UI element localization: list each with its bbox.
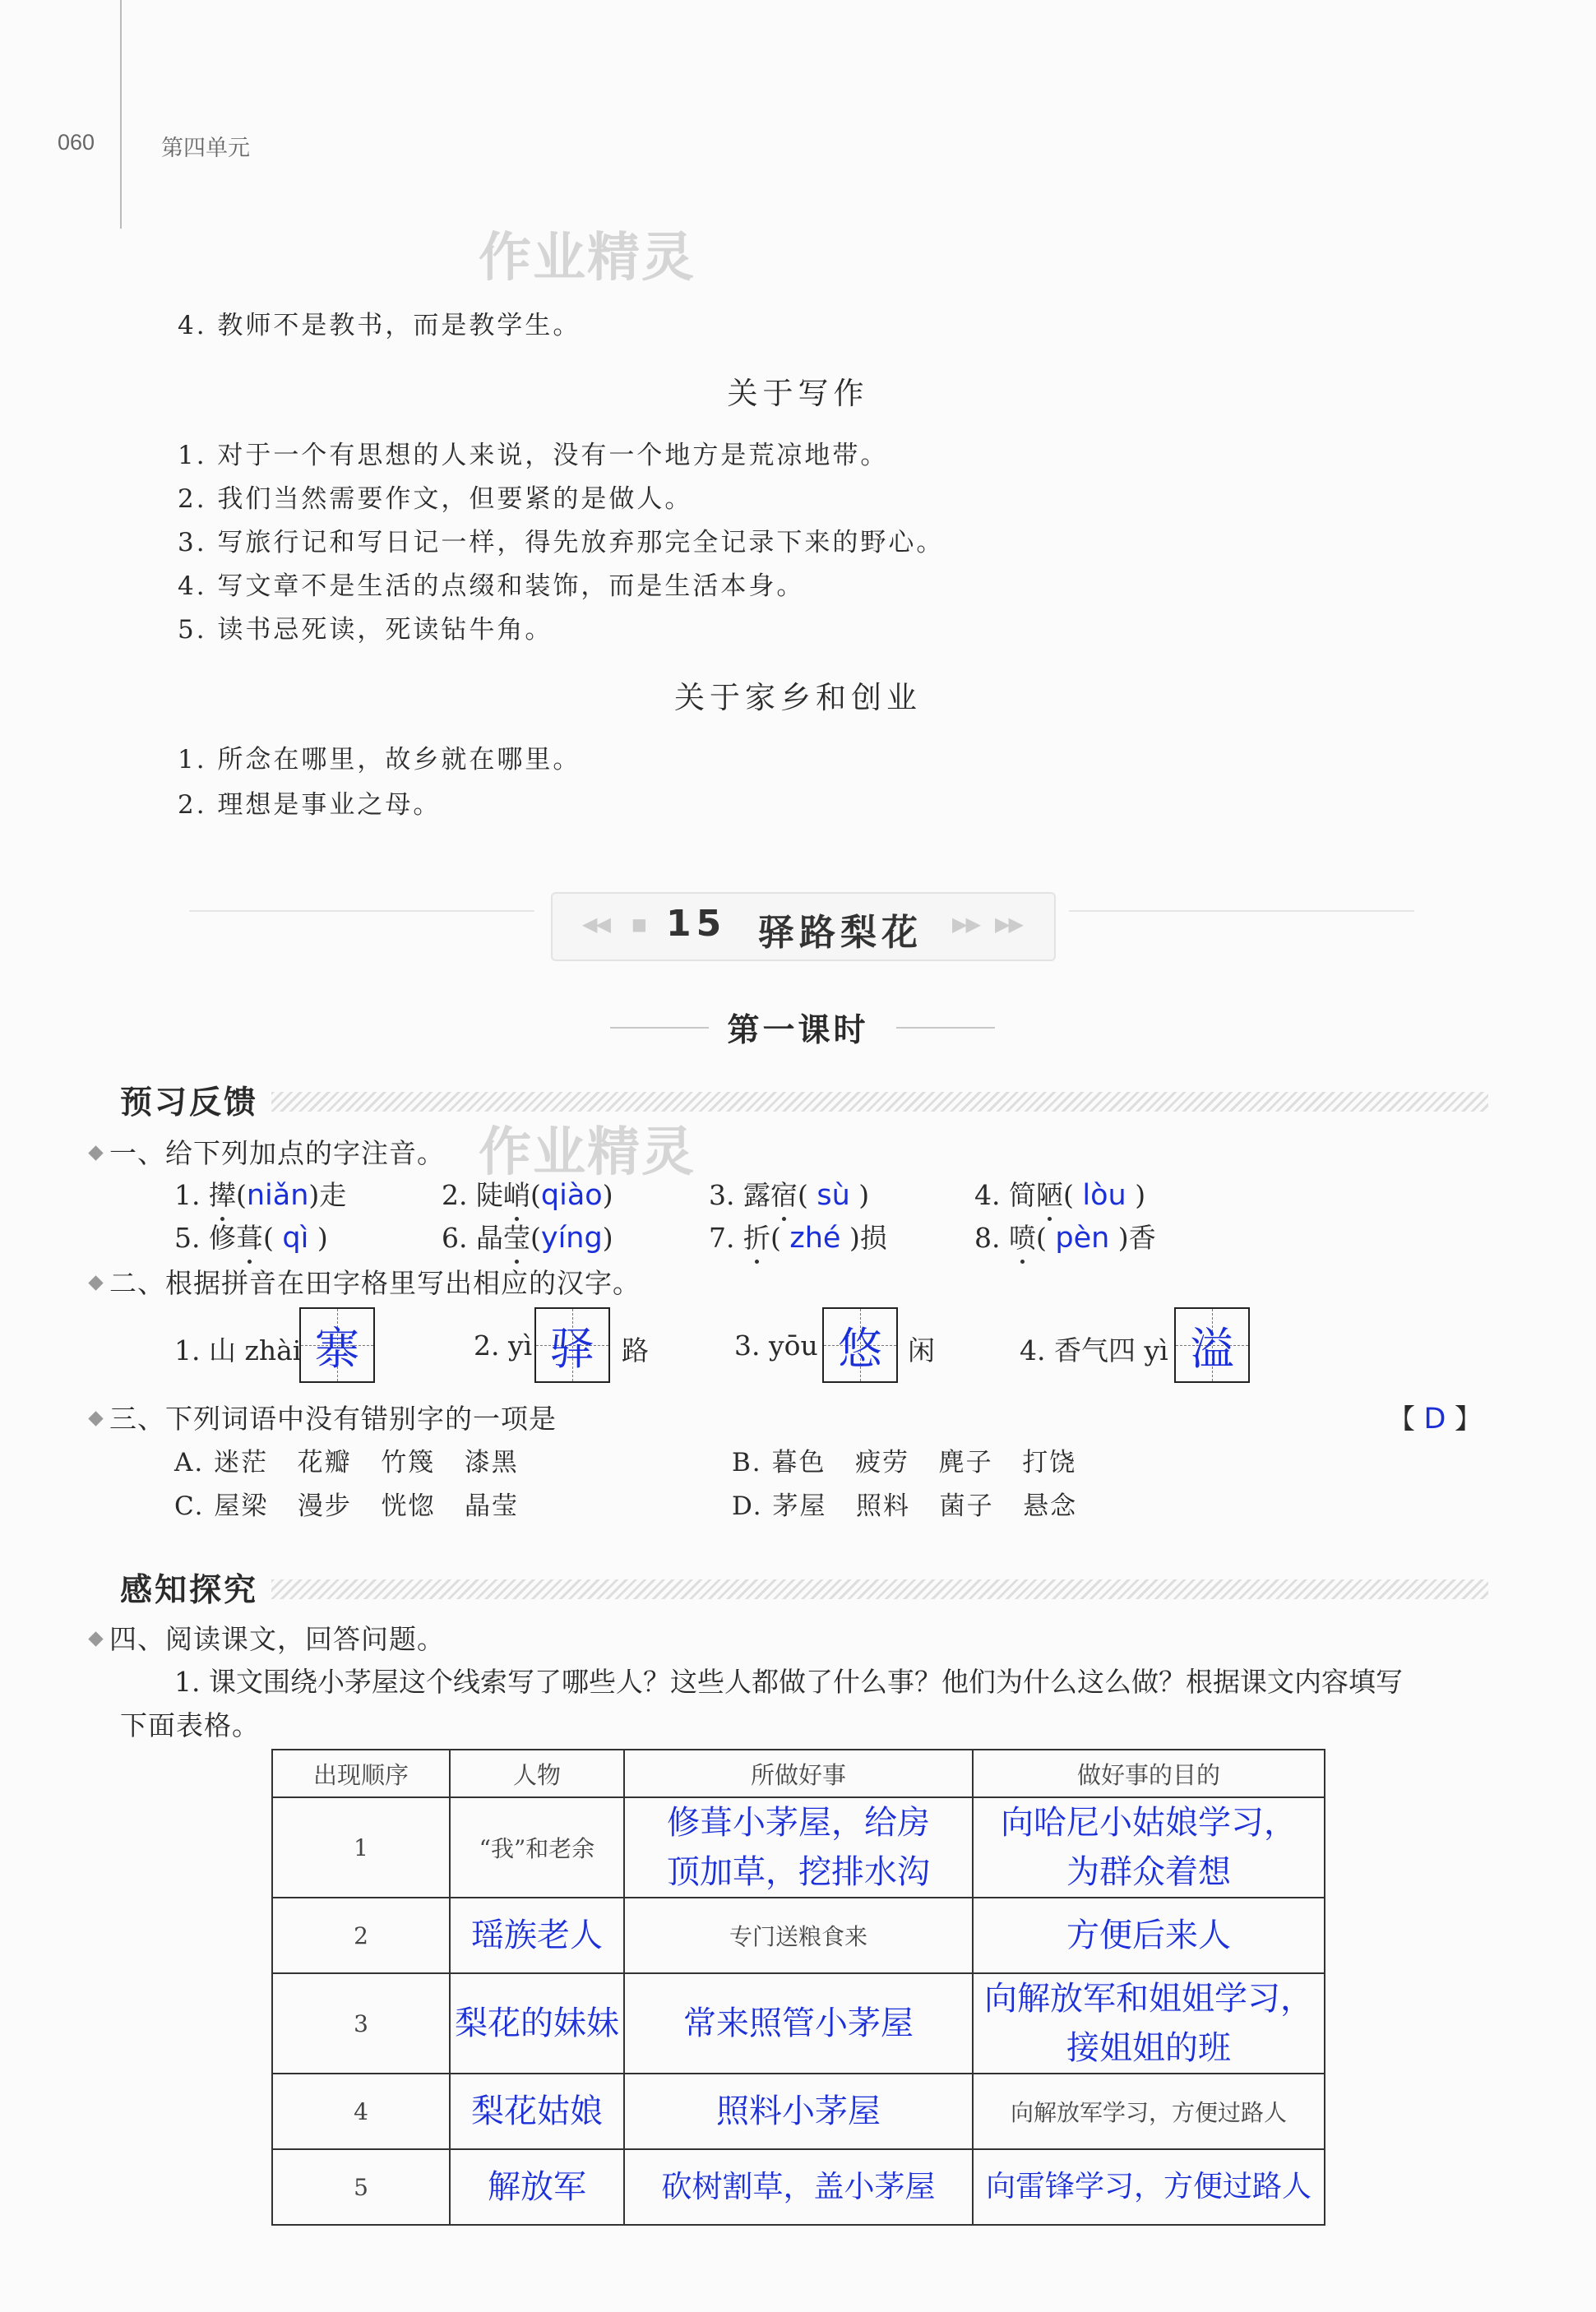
question-stem: 二、根据拼音在田字格里写出相应的汉字。 <box>109 1267 641 1299</box>
answer-pinyin: zhé <box>789 1222 841 1255</box>
bullet-icon <box>88 1275 103 1290</box>
list-item: 3. 写旅行记和写日记一样，得先放弃那完全记录下来的野心。 <box>178 528 945 557</box>
section-heading-preview: 预习反馈 <box>120 1084 259 1121</box>
tianzige-grid <box>534 1307 610 1383</box>
deed-cell: 专门送粮食来 <box>624 1898 973 1973</box>
watermark: 作业精灵 <box>479 228 696 289</box>
section-heading-explore: 感知探究 <box>120 1572 259 1609</box>
purpose-cell: 向解放军学习，方便过路人 <box>973 2074 1325 2149</box>
answer-pinyin: niǎn <box>246 1179 309 1212</box>
person-cell <box>450 2074 624 2149</box>
table-row <box>272 1797 1325 1898</box>
lesson-number: 15 <box>666 903 727 945</box>
section-title-hometown: 关于家乡和创业 <box>674 680 922 715</box>
bullet-icon <box>88 1631 103 1646</box>
heading-stripe <box>271 1092 1488 1112</box>
table-header-row <box>272 1750 1325 1797</box>
question-2 <box>90 1262 641 1301</box>
column-header: 所做好事 <box>624 1750 973 1797</box>
grid-item-prefix: 1. 山 zhài <box>174 1334 302 1366</box>
answer-pinyin: sù <box>817 1179 850 1212</box>
sub-question-line: 1. 课文围绕小茅屋这个线索写了哪些人？这些人都做了什么事？他们为什么这么做？根据课文内容填写 <box>174 1666 1403 1698</box>
answer-character: 悠 <box>838 1322 882 1375</box>
purpose-cell <box>973 1973 1325 2074</box>
column-header: 人物 <box>450 1750 624 1797</box>
answer-text: 照料小茅屋 <box>716 2092 881 2130</box>
list-item: 1. 所念在哪里，故乡就在哪里。 <box>178 745 581 775</box>
purpose-cell <box>973 1898 1325 1973</box>
answer-text: 向哈尼小姑娘学习， <box>1001 1804 1297 1842</box>
list-item: 4. 写文章不是生活的点缀和装饰，而是生活本身。 <box>178 571 805 601</box>
list-item: 5. 读书忌死读，死读钻牛角。 <box>178 615 553 645</box>
stop-icon: ■ <box>631 914 645 934</box>
answer-text: 修葺小茅屋，给房 <box>667 1804 930 1842</box>
tianzige-grid <box>299 1307 375 1383</box>
question-1 <box>90 1132 445 1171</box>
answer-pinyin: pèn <box>1055 1222 1110 1255</box>
answer-text: 方便后来人 <box>1066 1917 1231 1954</box>
answer-pinyin: qiào <box>540 1179 603 1212</box>
answer-table <box>271 1749 1325 2226</box>
order-cell: 4 <box>272 2074 450 2149</box>
answer-text: 为群众着想 <box>1066 1853 1231 1891</box>
column-header: 做好事的目的 <box>973 1750 1325 1797</box>
deed-cell <box>624 1797 973 1898</box>
answer-text: 向雷锋学习，方便过路人 <box>985 2170 1311 2203</box>
section-title-writing: 关于写作 <box>727 376 869 411</box>
text-line: 4. 教师不是教书，而是教学生。 <box>178 311 581 340</box>
order-cell: 1 <box>272 1797 450 1898</box>
pinyin-item-3: 3. 露宿( sù ) <box>709 1179 870 1212</box>
purpose-cell <box>973 2149 1325 2225</box>
question-stem: 三、下列词语中没有错别字的一项是 <box>109 1403 557 1435</box>
answer-character: 溢 <box>1190 1322 1234 1375</box>
unit-label: 第四单元 <box>161 136 250 161</box>
option-c: C. 屋梁 漫步 恍惚 晶莹 <box>174 1491 520 1521</box>
deed-cell <box>624 2149 973 2225</box>
person-cell <box>450 1973 624 2074</box>
order-cell: 2 <box>272 1898 450 1973</box>
answer-text: 解放军 <box>488 2168 586 2206</box>
grid-item-suffix: 闲 <box>908 1334 935 1366</box>
period-title: 第一课时 <box>727 1012 869 1049</box>
order-cell: 5 <box>272 2149 450 2225</box>
answer-text: 瑶族老人 <box>471 1917 603 1954</box>
pinyin-item-4: 4. 简陋( lòu ) <box>974 1179 1146 1212</box>
question-stem: 四、阅读课文，回答问题。 <box>109 1623 445 1655</box>
person-cell: “我”和老余 <box>450 1797 624 1898</box>
question-3 <box>90 1398 557 1436</box>
column-header: 出现顺序 <box>272 1750 450 1797</box>
pinyin-item-5: 5. 修葺( qì ) <box>174 1222 328 1255</box>
person-cell <box>450 2149 624 2225</box>
answer-character: 驿 <box>550 1322 594 1375</box>
rewind-icon: ◀◀ <box>582 913 609 936</box>
pinyin-item-8: 8. 喷( pèn )香 <box>974 1222 1156 1255</box>
person-cell <box>450 1898 624 1973</box>
answer-bracket: 【 D 】 <box>1388 1403 1482 1436</box>
pinyin-item-7: 7. 折( zhé )损 <box>709 1222 887 1255</box>
tianzige-grid <box>1174 1307 1250 1383</box>
grid-item-prefix: 3. yōu <box>734 1329 818 1362</box>
table-row <box>272 2149 1325 2225</box>
header-rule <box>120 0 122 229</box>
purpose-cell <box>973 1797 1325 1898</box>
answer-text: 常来照管小茅屋 <box>683 2005 914 2042</box>
option-d: D. 茅屋 照料 菌子 悬念 <box>732 1491 1078 1521</box>
answer-text: 砍树割草，盖小茅屋 <box>661 2169 936 2204</box>
table-row <box>272 2074 1325 2149</box>
answer-text: 梨花姑娘 <box>471 2092 603 2130</box>
decor-line <box>189 910 534 912</box>
watermark: 作业精灵 <box>479 1122 696 1183</box>
sub-question-line: 下面表格。 <box>120 1709 260 1741</box>
answer-text: 顶加草，挖排水沟 <box>667 1853 930 1891</box>
answer-pinyin: qì <box>282 1222 309 1255</box>
answer-choice: D <box>1423 1403 1446 1436</box>
forward-icon: ▶▶ <box>952 913 979 936</box>
answer-text: 梨花的妹妹 <box>455 2005 619 2042</box>
question-4 <box>90 1618 445 1657</box>
decor-line <box>1069 910 1414 912</box>
grid-item-prefix: 4. 香气四 yì <box>1020 1334 1168 1366</box>
list-item: 1. 对于一个有思想的人来说，没有一个地方是荒凉地带。 <box>178 441 889 470</box>
table-row <box>272 1898 1325 1973</box>
question-stem: 一、给下列加点的字注音。 <box>109 1137 445 1169</box>
heading-stripe <box>271 1579 1488 1599</box>
answer-text: 接姐姐的班 <box>1066 2029 1231 2067</box>
page-number: 060 <box>58 130 95 155</box>
option-a: A. 迷茫 花瓣 竹篾 漆黑 <box>174 1448 519 1477</box>
pinyin-item-1: 1. 撵(niǎn)走 <box>174 1179 347 1212</box>
answer-pinyin: lòu <box>1082 1179 1126 1212</box>
list-item: 2. 我们当然需要作文，但要紧的是做人。 <box>178 484 693 514</box>
grid-item-suffix: 路 <box>622 1334 649 1366</box>
answer-text: 向解放军和姐姐学习， <box>984 1980 1313 2018</box>
answer-pinyin: yíng <box>540 1222 603 1255</box>
answer-character: 寨 <box>315 1322 359 1375</box>
bullet-icon <box>88 1145 103 1160</box>
fast-forward-icon: ▶▶ <box>995 913 1022 936</box>
option-b: B. 暮色 疲劳 麂子 打饶 <box>732 1448 1077 1477</box>
pinyin-item-6: 6. 晶莹(yíng) <box>442 1222 613 1255</box>
deed-cell <box>624 1973 973 2074</box>
table-row <box>272 1973 1325 2074</box>
bullet-icon <box>88 1411 103 1426</box>
deed-cell <box>624 2074 973 2149</box>
tianzige-grid <box>822 1307 898 1383</box>
pinyin-item-2: 2. 陡峭(qiào) <box>442 1179 613 1212</box>
order-cell: 3 <box>272 1973 450 2074</box>
grid-item-prefix: 2. yì <box>474 1329 533 1362</box>
lesson-title: 驿路梨花 <box>758 912 923 954</box>
list-item: 2. 理想是事业之母。 <box>178 790 442 820</box>
